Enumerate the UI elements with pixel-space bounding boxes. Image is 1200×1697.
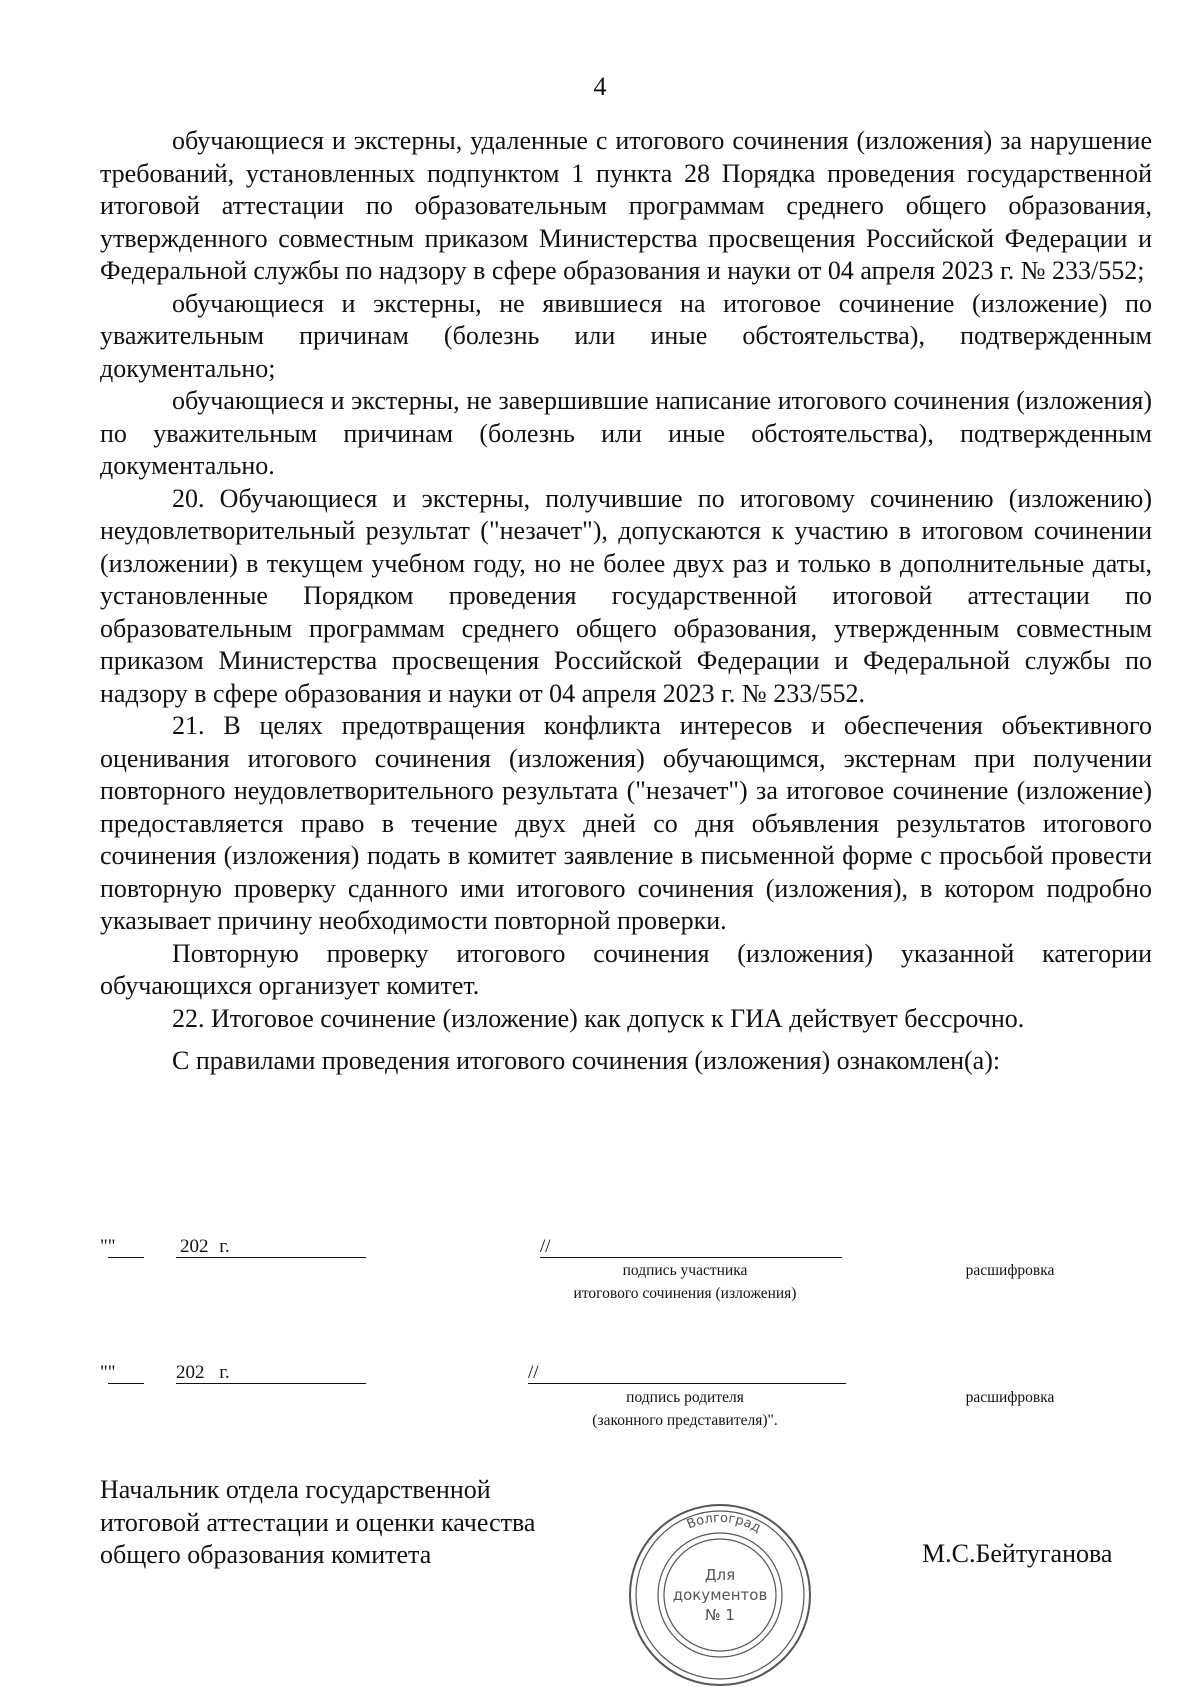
paragraph-absent-participants: обучающиеся и экстерны, не явившиеся на итоговое сочинение (изложение) по уважительным причинам (болезнь или иные обстоятельства), подтвержденным документально; [100,288,1152,383]
signature-field[interactable] [540,1236,551,1258]
slash-end: / [545,1236,551,1257]
stamp-text-line2: документов [672,1586,768,1604]
date-month-year-field[interactable] [176,1362,230,1384]
year-suffix: г. [219,1362,230,1383]
year-suffix: г. [219,1236,230,1257]
decoding-blank-line [533,1363,815,1384]
decoding-blank-line [545,1237,827,1258]
paragraph-acknowledgement: С правилами проведения итогового сочинения (изложения) ознакомлен(а): [172,1046,1001,1075]
stamp-text-line1: Для [704,1566,736,1584]
day-blank-line [108,1237,144,1258]
year-prefix: 202 [176,1362,205,1383]
label-parent-signature: подпись родителя [626,1389,744,1406]
year-blank-line [205,1363,229,1384]
paragraph-removed-participants: обучающиеся и экстерны, удаленные с итогового сочинения (изложения) за нарушение требований, установленных подпунктом 1 пункта 28 Порядка проведения государственной итоговой аттестации по образовательным программам среднего общего образования, утвержденного совместным приказом Министерства просвещения Российской Федерации и Федеральной службы по надзору в сфере образования и науки от 04 апреля 2023 г. № 233/552; [100,126,1152,285]
paragraph-item-21: 21. В целях предотвращения конфликта интересов и обеспечения объективного оценивания итогового сочинения (изложения) обучающимся, экстернам при получении повторного неудовлетворительного результата ("незачет") за итоговое сочинение (изложение) предоставляется право в течение двух дней со дня объявления результатов итогового сочинения (изложения) подать в комитет заявление в письменной форме с просьбой провести повторную проверку сданного ими итогового сочинения (изложения), в котором подробно указывает причину необходимости повторной проверки. [100,711,1152,935]
date-month-year-field[interactable] [176,1236,230,1258]
signature-field[interactable] [528,1362,539,1384]
position-line-1: Начальник отдела государственной [100,1475,491,1504]
slash-separator: / [540,1236,546,1257]
paragraph-unfinished-participants: обучающиеся и экстерны, не завершившие написание итогового сочинения (изложения) по уважительным причинам (болезнь или иные обстоятельства), подтвержденным документально. [100,386,1152,480]
date-day-field[interactable] [100,1362,116,1384]
document-body [100,125,1152,1078]
slash-end: / [533,1362,539,1383]
day-blank-line [108,1363,144,1384]
stamp-text-line3: № 1 [705,1606,735,1624]
signature-row-parent [0,1354,1200,1384]
paragraph-item-22: 22. Итоговое сочинение (изложение) как допуск к ГИА действует бессрочно. [172,1003,1025,1033]
stamp-ring-text: Волгоград [684,1510,764,1537]
label-decoding-1: расшифровка [965,1262,1055,1279]
position-line-2: итоговой аттестации и оценки качества [100,1507,536,1537]
quote-open: " [100,1362,108,1383]
slash-separator: / [528,1362,534,1383]
label-participant-signature: подпись участника [622,1262,748,1279]
label-parent-signature-line2: (законного представителя)". [592,1412,778,1429]
position-line-3: общего образования комитета [100,1540,432,1569]
label-participant-signature-line2: итогового сочинения (изложения) [573,1285,797,1302]
year-prefix: 202 [180,1236,209,1257]
date-day-field[interactable] [100,1236,116,1258]
signature-row-participant [0,1228,1200,1258]
official-stamp [625,1500,815,1690]
page-number: 4 [593,72,607,101]
month-blank-line [176,1237,366,1258]
paragraph-item-20: 20. Обучающиеся и экстерны, получившие по итоговому сочинению (изложению) неудовлетворительный результат ("незачет"), допускаются к участию в итоговом сочинении (изложении) в текущем учебном году, но не более двух раз и только в дополнительные даты, установленные Порядком проведения государственной итоговой аттестации по образовательным программам среднего общего образования, утвержденным совместным приказом Министерства просвещения Российской Федерации и Федеральной службы по надзору в сфере образования и науки от 04 апреля 2023 г. № 233/552. [100,483,1152,708]
official-position [100,1474,535,1572]
quote-close: " [107,1362,116,1383]
year-blank-line [209,1237,233,1258]
official-name: М.С.Бейтуганова [922,1539,1113,1568]
quote-close: " [107,1236,116,1257]
label-decoding-2: расшифровка [965,1389,1055,1406]
paragraph-recheck-organization: Повторную проверку итогового сочинения (изложения) указанной категории обучающихся организует комитет. [100,938,1152,1000]
quote-open: " [100,1236,108,1257]
